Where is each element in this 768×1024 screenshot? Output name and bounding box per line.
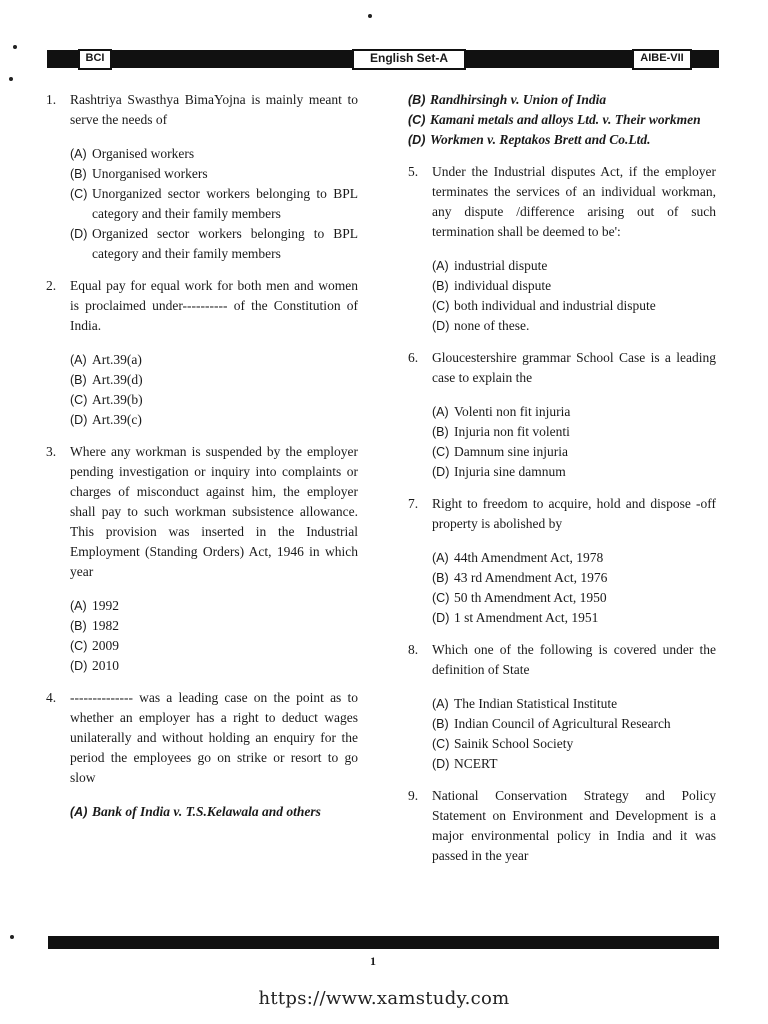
option-text: none of these. xyxy=(454,318,530,333)
option-text: 44th Amendment Act, 1978 xyxy=(454,550,604,565)
option-text: Bank of India v. T.S.Kelawala and others xyxy=(92,804,321,819)
question-1: 1. Rashtriya Swasthya BimaYojna is mainly meant to serve the needs of (A) Organised workers (B) Unorganised workers (C) Unorganized sector workers belonging to BPL category and their family members (D) Organized sector workers belonging to BPL category and their family members xyxy=(46,90,358,264)
option-text: Injuria non fit volenti xyxy=(454,424,570,439)
option-text: 2010 xyxy=(92,658,119,673)
option-text: Art.39(d) xyxy=(92,372,143,387)
speck xyxy=(9,77,13,81)
question-text: Where any workman is suspended by the employer pending investigation or inquiry into complaints or charges of misconduct against him, the employer shall pay to such workman subsistence allowance. This provision was inserted in the Industrial Employment (Standing Orders) Act, 1946 in which year xyxy=(70,444,358,579)
question-2: 2. Equal pay for equal work for both men and women is proclaimed under---------- of the Constitution of India. (A) Art.39(a) (B) Art.39(d) (C) Art.39(b) (D) Art.39(c) xyxy=(46,276,358,430)
question-6: 6. Gloucestershire grammar School Case is a leading case to explain the (A) Volenti non fit injuria (B) Injuria non fit volenti (C) Damnum sine injuria (D) Injuria sine damnum xyxy=(408,348,716,482)
question-text: Rashtriya Swasthya BimaYojna is mainly meant to serve the needs of xyxy=(70,92,358,127)
speck xyxy=(13,45,17,49)
option-text: Damnum sine injuria xyxy=(454,444,568,459)
question-text: National Conservation Strategy and Policy Statement on Environment and Development is a major environmental policy in India and it was passed in the year xyxy=(432,788,716,863)
option-text: individual dispute xyxy=(454,278,552,293)
option-text: NCERT xyxy=(454,756,498,771)
option-text: industrial dispute xyxy=(454,258,548,273)
option-text: 50 th Amendment Act, 1950 xyxy=(454,590,607,605)
question-9: 9. National Conservation Strategy and Policy Statement on Environment and Development is a major environmental policy in India and it was passed in the year xyxy=(408,786,716,866)
option-text: Organised workers xyxy=(92,146,195,161)
option-text: both individual and industrial dispute xyxy=(454,298,656,313)
option-text: Unorganized sector workers belonging to BPL category and their family members xyxy=(92,186,358,221)
question-3: 3. Where any workman is suspended by the employer pending investigation or inquiry into complaints or charges of misconduct against him, the employer shall pay to such workman subsistence allowance. This provision was inserted in the Industrial Employment (Standing Orders) Act, 1946 in which year (A) 1992 (B) 1982 (C) 2009 (D) 2010 xyxy=(46,442,358,676)
option-text: The Indian Statistical Institute xyxy=(454,696,618,711)
question-4: 4. -------------- was a leading case on the point as to whether an employer has a right to deduct wages unilaterally and without holding an enquiry for the period the employees go on strike or resort to go slow (A) Bank of India v. T.S.Kelawala and others xyxy=(46,688,358,822)
option-text: Sainik School Society xyxy=(454,736,574,751)
option-text: Art.39(b) xyxy=(92,392,143,407)
option-text: 1 st Amendment Act, 1951 xyxy=(454,610,599,625)
question-text: Equal pay for equal work for both men and women is proclaimed under---------- of the Constitution of India. xyxy=(70,278,358,333)
option-text: Art.39(c) xyxy=(92,412,142,427)
option-text: Organized sector workers belonging to BPL category and their family members xyxy=(92,226,358,261)
question-text: Which one of the following is covered under the definition of State xyxy=(432,642,716,677)
option-text: Workmen v. Reptakos Brett and Co.Ltd. xyxy=(430,132,651,147)
option-text: Volenti non fit injuria xyxy=(454,404,571,419)
option-text: 43 rd Amendment Act, 1976 xyxy=(454,570,608,585)
option-text: 1982 xyxy=(92,618,119,633)
option-text: Randhirsingh v. Union of India xyxy=(430,92,607,107)
option-text: Injuria sine damnum xyxy=(454,464,566,479)
header-right-label: AIBE-VII xyxy=(632,49,692,70)
question-text: Under the Industrial disputes Act, if the employer terminates the services of an individual workman, any dispute /difference arising out of such termination shall be deemed to be': xyxy=(432,164,716,239)
question-5: 5. Under the Industrial disputes Act, if the employer terminates the services of an individual workman, any dispute /difference arising out of such termination shall be deemed to be': (A) industrial dispute (B) individual dispute (C) both individual and industrial dispute (D) none of these. xyxy=(408,162,716,336)
footer-bar xyxy=(48,936,719,949)
page-number: 1 xyxy=(370,954,376,968)
question-text: Gloucestershire grammar School Case is a leading case to explain the xyxy=(432,350,716,385)
footer-url: https://www.xamstudy.com xyxy=(258,988,510,1009)
question-4-continued: (B) Randhirsingh v. Union of India (C) Kamani metals and alloys Ltd. v. Their workmen (D) Workmen v. Reptakos Brett and Co.Ltd. xyxy=(408,90,716,150)
header-left-label: BCI xyxy=(78,49,112,70)
question-text: Right to freedom to acquire, hold and dispose -off property is abolished by xyxy=(432,496,716,531)
option-text: Art.39(a) xyxy=(92,352,142,367)
speck xyxy=(10,935,14,939)
question-8: 8. Which one of the following is covered under the definition of State (A) The Indian Statistical Institute (B) Indian Council of Agricultural Research (C) Sainik School Society (D) NCERT xyxy=(408,640,716,774)
option-text: Indian Council of Agricultural Research xyxy=(454,716,671,731)
option-text: Kamani metals and alloys Ltd. v. Their workmen xyxy=(430,112,701,127)
option-text: 2009 xyxy=(92,638,119,653)
question-7: 7. Right to freedom to acquire, hold and dispose -off property is abolished by (A) 44th Amendment Act, 1978 (B) 43 rd Amendment Act, 1976 (C) 50 th Amendment Act, 1950 (D) 1 st Amendment Act, 1951 xyxy=(408,494,716,628)
header-center-label: English Set-A xyxy=(352,49,466,70)
option-text: Unorganised workers xyxy=(92,166,208,181)
right-column xyxy=(408,90,716,866)
left-column xyxy=(46,90,358,822)
speck xyxy=(368,14,372,18)
option-text: 1992 xyxy=(92,598,119,613)
question-text: -------------- was a leading case on the point as to whether an employer has a right to deduct wages unilaterally and without holding an enquiry for the period the employees go on strike or resort to go slow xyxy=(70,690,358,785)
